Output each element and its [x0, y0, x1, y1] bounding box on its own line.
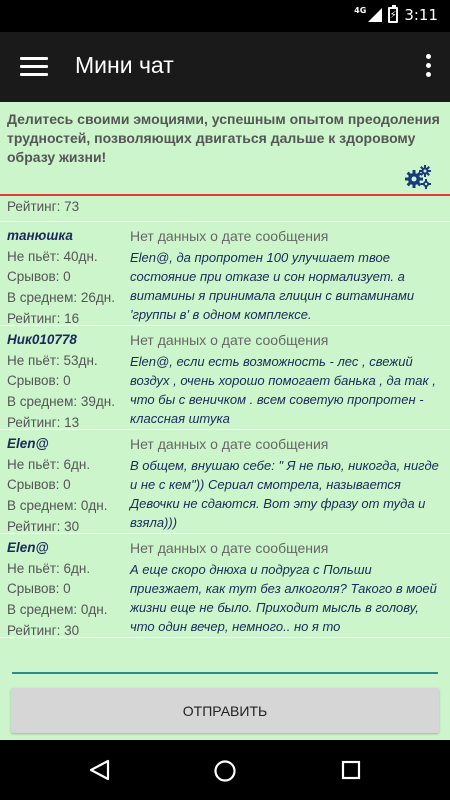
page-title: Мини чат [75, 52, 174, 78]
average-days: В среднем: 39дн. [7, 394, 115, 410]
username[interactable]: Elen@ [7, 540, 49, 555]
list-item [0, 172, 450, 222]
send-button[interactable]: ОТПРАВИТЬ [11, 688, 439, 733]
list-item [0, 534, 450, 638]
list-item [0, 430, 450, 534]
message-text: Elen@, да пропротен 100 улучшает твое состояние при отказе и сон нормализует. а витамины я принимала глицин с витаминами 'группы в' в одном комплексе. [130, 250, 415, 322]
user-rating: Рейтинг: 73 [7, 199, 80, 214]
back-icon[interactable] [88, 759, 110, 785]
message-date: Нет данных о дате сообщения [130, 228, 329, 244]
system-nav-bar [0, 740, 450, 800]
message-date: Нет данных о дате сообщения [130, 332, 329, 348]
message-text: А еще скоро днюха и подруга с Польши приезжает, как тут без алкоголя? Такого в моей жизни еще не было. Приходит мысль в голову, что один вечер, немного.. но я то [130, 562, 437, 634]
user-rating: Рейтинг: 30 [7, 518, 80, 534]
message-input[interactable] [12, 672, 438, 674]
overflow-menu-icon[interactable] [424, 54, 432, 80]
menu-icon[interactable] [20, 57, 48, 77]
relapse-count: Срывов: 0 [7, 269, 71, 285]
sober-days: Не пьёт: 53дн. [7, 352, 98, 368]
username[interactable]: танюшка [7, 228, 73, 243]
message-date: Нет данных о дате сообщения [130, 436, 329, 452]
network-type: 4G [354, 5, 367, 15]
list-item [0, 326, 450, 430]
clock: 3:11 [404, 6, 438, 24]
sober-days: Не пьёт: 40дн. [7, 248, 98, 264]
username[interactable]: Ник010778 [7, 332, 77, 347]
user-rating: Рейтинг: 13 [7, 414, 80, 430]
user-rating: Рейтинг: 16 [7, 310, 80, 326]
message-list[interactable] [0, 196, 450, 638]
recent-apps-icon[interactable] [340, 759, 362, 781]
list-item [0, 222, 450, 326]
app-bar [0, 32, 450, 102]
sober-days: Не пьёт: 6дн. [7, 456, 91, 472]
average-days: В среднем: 0дн. [7, 602, 108, 618]
status-bar [0, 0, 450, 32]
message-text: В общем, внушаю себе: " Я не пью, никогда, нигде и не с кем")) Сериал смотрела, называется Девочки не сдаются. Вот эту фразу от туда и взяла))) [130, 458, 439, 530]
sober-days: Не пьёт: 6дн. [7, 560, 91, 576]
relapse-count: Срывов: 0 [7, 581, 71, 597]
relapse-count: Срывов: 0 [7, 477, 71, 493]
average-days: В среднем: 26дн. [7, 290, 115, 306]
message-date: Нет данных о дате сообщения [130, 540, 329, 556]
signal-icon [368, 8, 382, 22]
status-icons [354, 6, 438, 24]
user-rating: Рейтинг: 30 [7, 622, 80, 638]
banner-text: Делитесь своими эмоциями, успешным опытом преодоления трудностей, позволяющих двигаться дальше к здоровому образу жизни! [7, 111, 440, 165]
message-text: Elen@, если есть возможность - лес , свежий воздух , очень хорошо помогает банька , да так , что бы с веничком . всем советую пропротен - классная штука [130, 354, 436, 426]
username[interactable]: Elen@ [7, 436, 49, 451]
relapse-count: Срывов: 0 [7, 373, 71, 389]
home-icon[interactable] [213, 759, 237, 783]
battery-charging-icon: ⚡ [388, 7, 398, 23]
average-days: В среднем: 0дн. [7, 498, 108, 514]
